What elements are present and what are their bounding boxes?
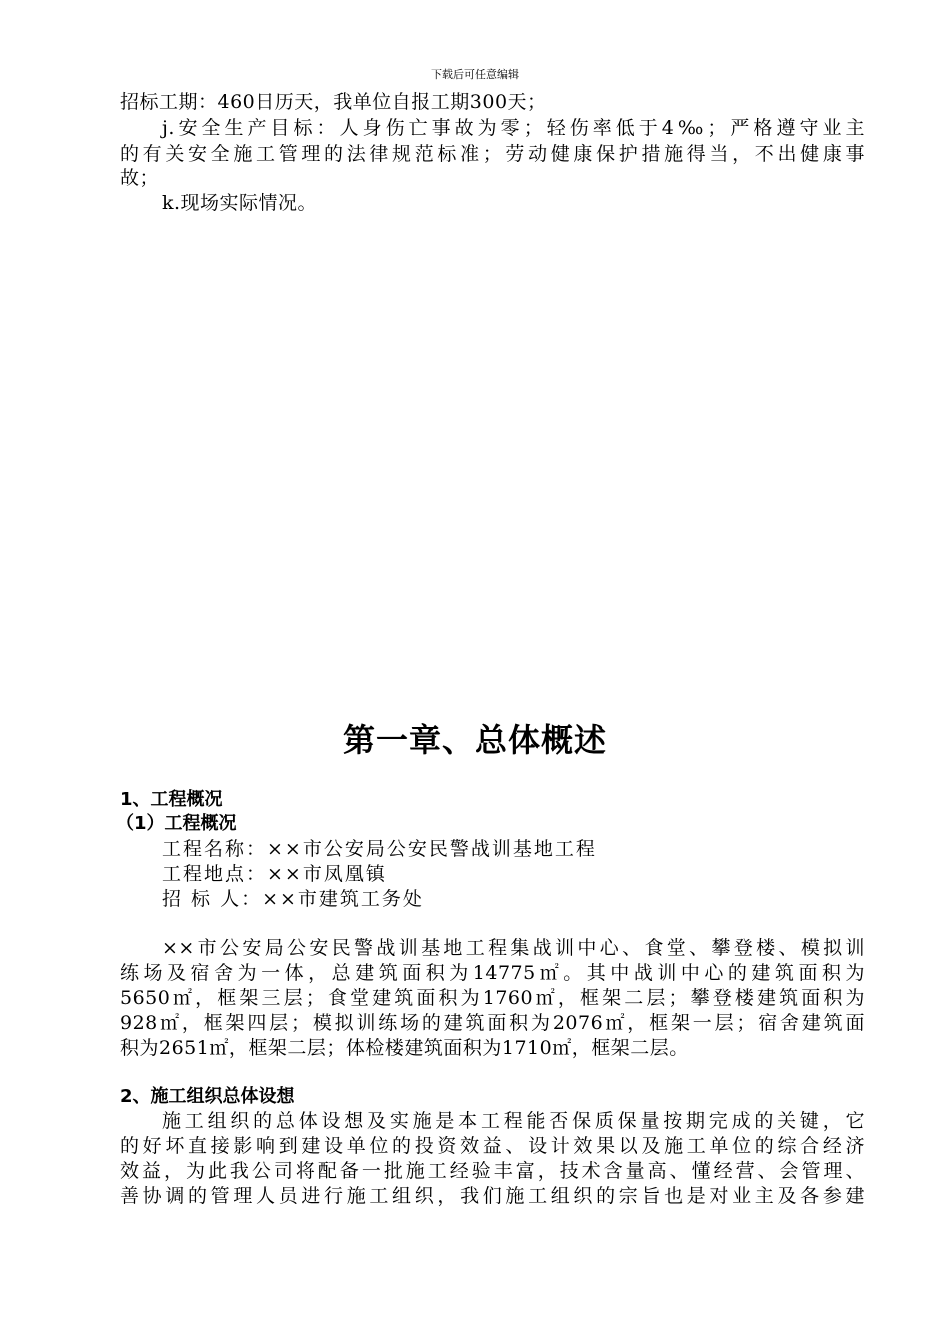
overview-line-5: 积为2651㎡，框架二层；体检楼建筑面积为1710㎡，框架二层。 — [120, 1037, 689, 1059]
intro-line-3: 的有关安全施工管理的法律规范标准；劳动健康保护措施得当，不出健康事 — [120, 143, 865, 165]
tenderer: 招 标 人：××市建筑工务处 — [162, 888, 424, 910]
intro-line-5: k.现场实际情况。 — [162, 192, 318, 214]
concept-line-2: 的好坏直接影响到建设单位的投资效益、设计效果以及施工单位的综合经济 — [120, 1135, 865, 1157]
section-1-title: 1、工程概况 — [120, 789, 223, 810]
intro-line-2: j.安全生产目标：人身伤亡事故为零；轻伤率低于4‰；严格遵守业主 — [162, 117, 865, 139]
section-2-title: 2、施工组织总体设想 — [120, 1086, 295, 1107]
intro-line-4: 故； — [120, 167, 160, 189]
project-location: 工程地点：××市凤凰镇 — [162, 863, 387, 885]
overview-line-4: 928㎡，框架四层；模拟训练场的建筑面积为2076㎡，框架一层；宿舍建筑面 — [120, 1012, 865, 1034]
concept-line-3: 效益，为此我公司将配备一批施工经验丰富，技术含量高、懂经营、会管理、 — [120, 1160, 865, 1182]
overview-line-1: ××市公安局公安民警战训基地工程集战训中心、食堂、攀登楼、模拟训 — [162, 937, 865, 959]
page-header: 下载后可任意编辑 — [431, 68, 519, 81]
project-name: 工程名称：××市公安局公安民警战训基地工程 — [162, 838, 597, 860]
concept-line-1: 施工组织的总体设想及实施是本工程能否保质保量按期完成的关键，它 — [162, 1110, 865, 1132]
section-1-subtitle: （1）工程概况 — [116, 813, 237, 834]
concept-line-4: 善协调的管理人员进行施工组织，我们施工组织的宗旨也是对业主及各参建 — [120, 1185, 865, 1207]
overview-line-2: 练场及宿舍为一体，总建筑面积为14775㎡。其中战训中心的建筑面积为 — [120, 962, 865, 984]
overview-line-3: 5650㎡，框架三层；食堂建筑面积为1760㎡，框架二层；攀登楼建筑面积为 — [120, 987, 865, 1009]
intro-line-1: 招标工期：460日历天，我单位自报工期300天； — [120, 91, 547, 113]
chapter-title: 第一章、总体概述 — [342, 721, 607, 759]
